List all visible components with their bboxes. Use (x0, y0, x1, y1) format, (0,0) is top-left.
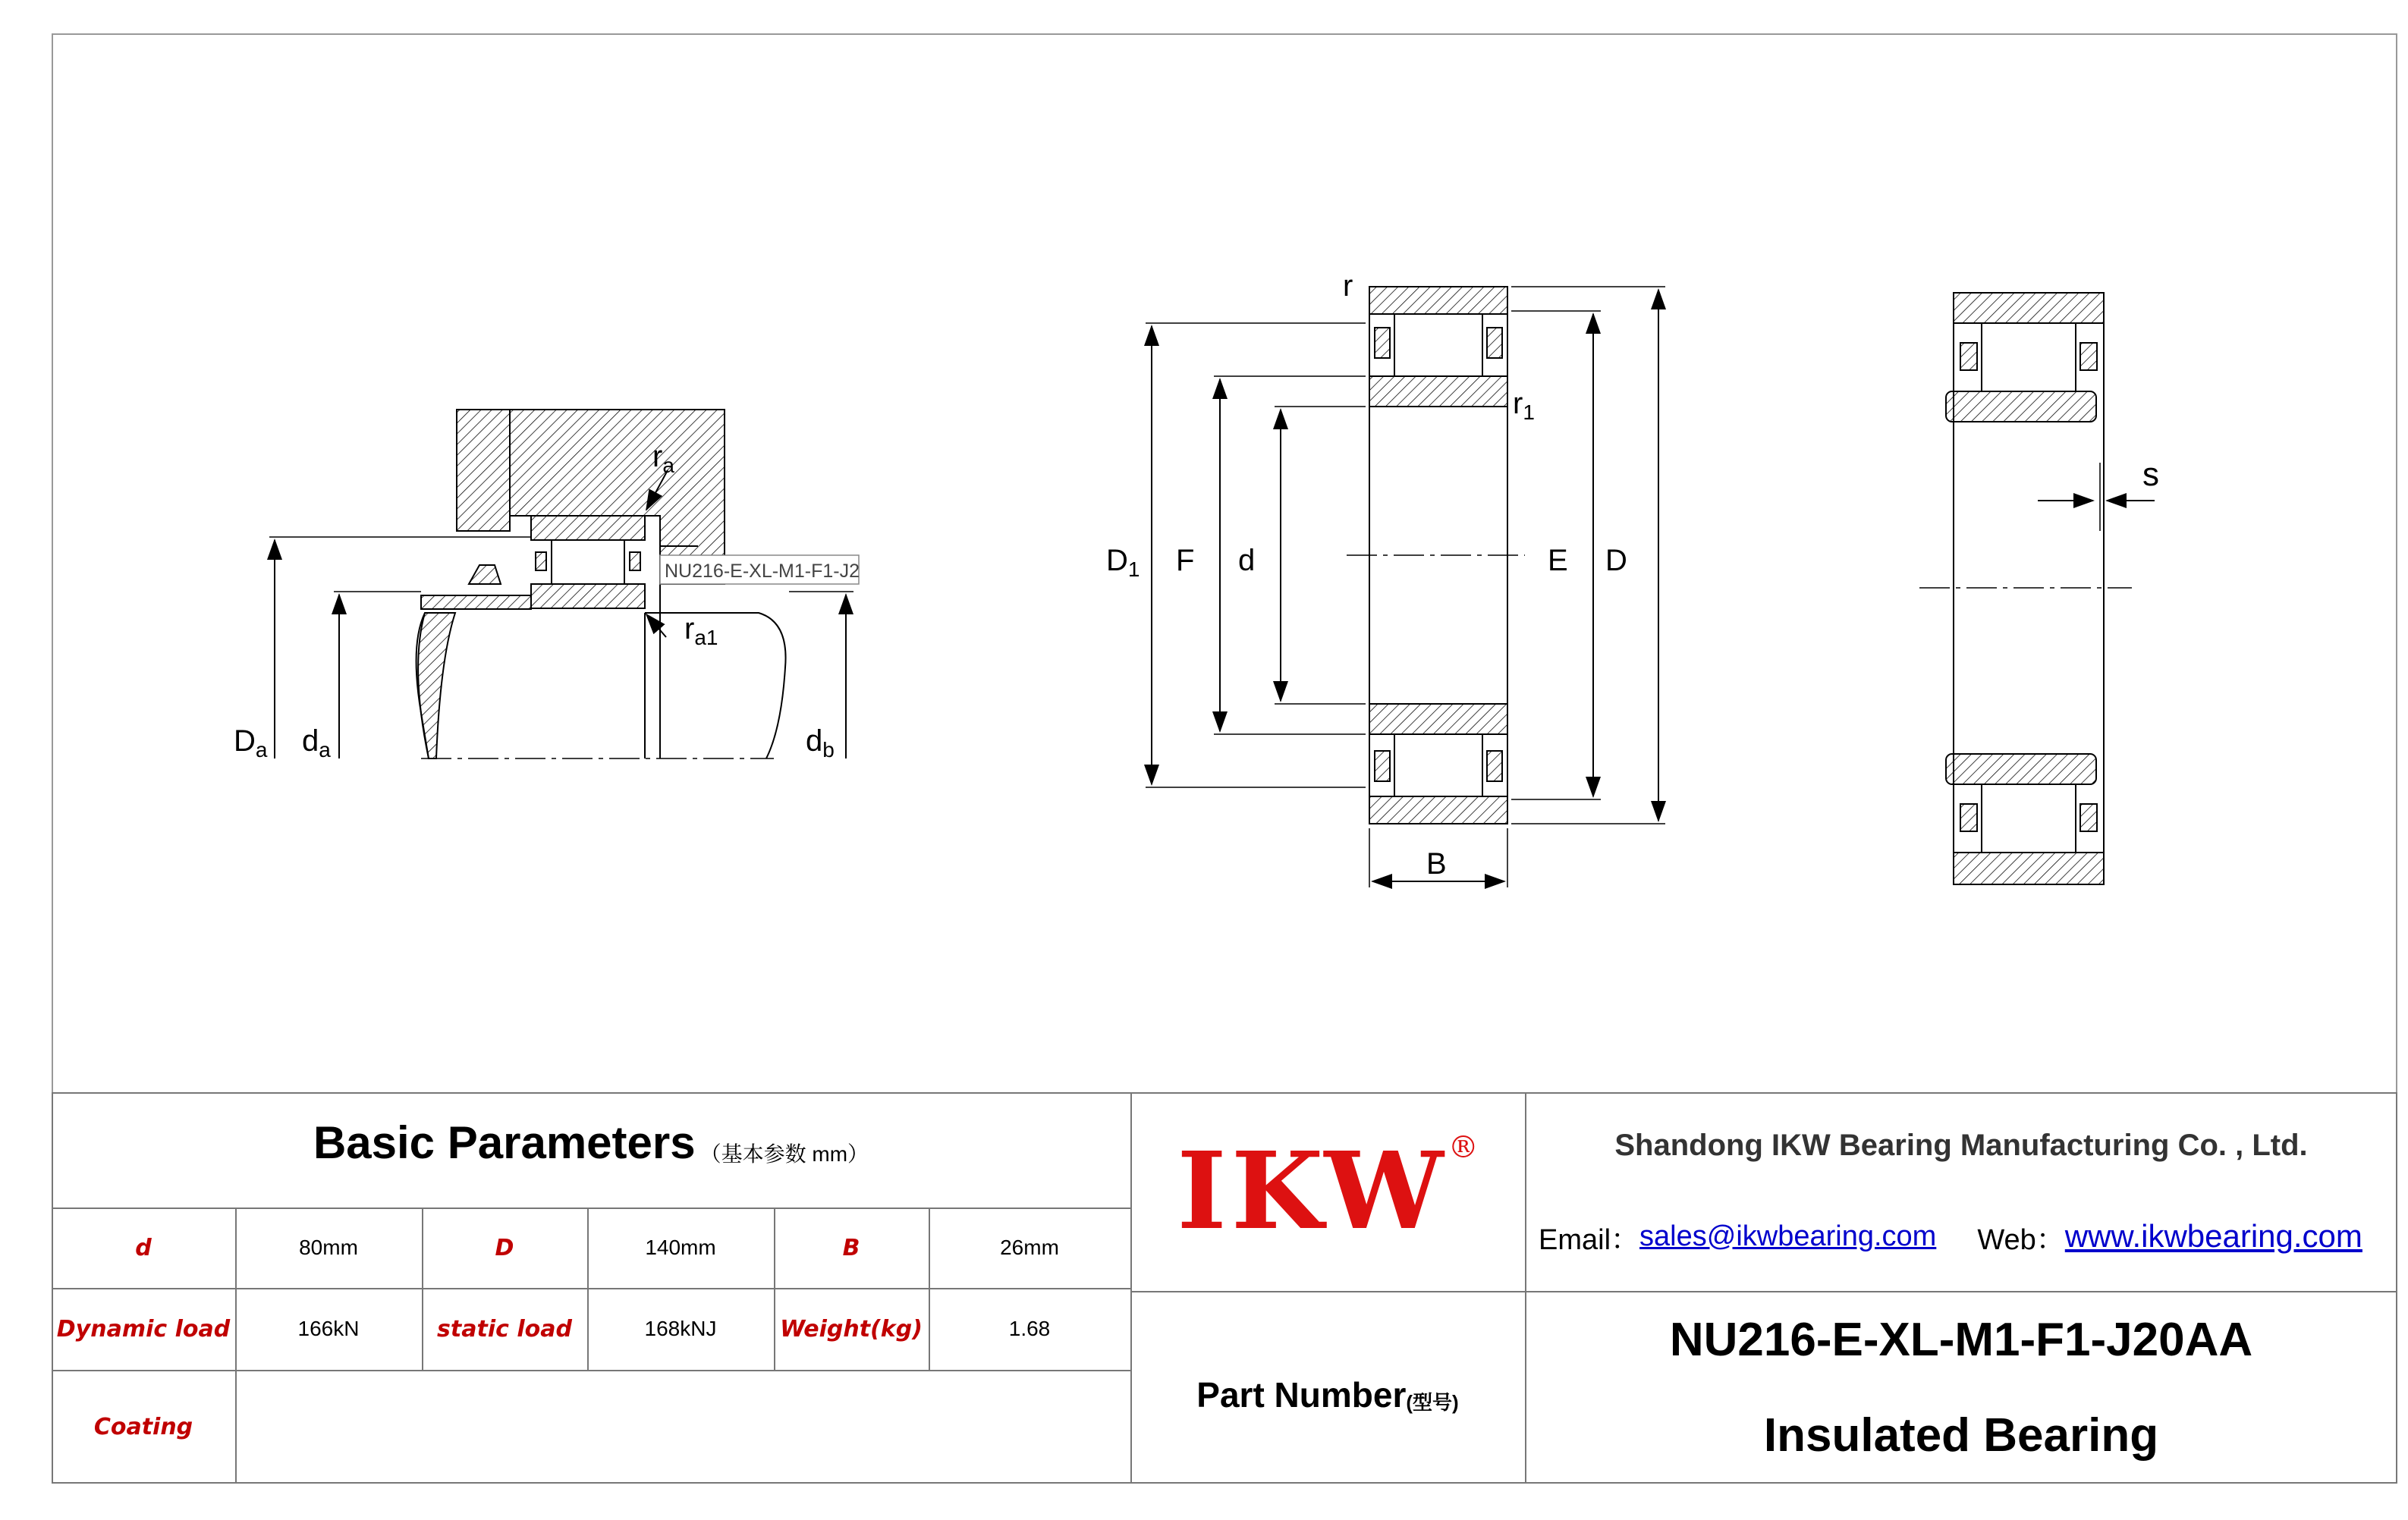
part-number-label (1130, 1291, 1525, 1484)
web-label: Web： (1977, 1223, 2065, 1256)
label-B: B (1426, 847, 1447, 881)
param-label-dynamic-load: Dynamic load (56, 1315, 231, 1343)
param-label-coating: Coating (93, 1413, 193, 1440)
params-title (52, 1092, 1130, 1208)
param-value-D: 140mm (645, 1236, 716, 1259)
label-D1: $D_1$ (1106, 544, 1140, 581)
part-number-text: NU216-E-XL-M1-F1-J20AA (1669, 1313, 2253, 1366)
param-value-coating (235, 1370, 1130, 1484)
part-number-value (1525, 1291, 2397, 1388)
label-da: $d_a$ (302, 724, 331, 762)
part-number-label-text: Part Number (1196, 1375, 1407, 1415)
web-link[interactable]: www.ikwbearing.com (2064, 1218, 2362, 1254)
param-value-dynamic-load: 166kN (297, 1317, 360, 1340)
params-title-text: Basic Parameters (313, 1116, 696, 1168)
label-s: s (2142, 456, 2159, 493)
label-F: F (1176, 544, 1195, 577)
section-labels (1106, 269, 1627, 881)
param-value-static-load: 168kNJ (644, 1317, 717, 1340)
contact-line (1539, 1206, 2396, 1267)
label-ra: $r_a$ (652, 440, 674, 477)
param-value-B: 26mm (1000, 1236, 1059, 1259)
param-label-B: B (842, 1234, 860, 1261)
label-E: E (1548, 544, 1568, 577)
label-Da: $D_a$ (234, 724, 268, 762)
ikw-logo (1130, 1092, 1525, 1291)
label-r: r (1343, 269, 1353, 303)
param-value-d: 80mm (299, 1236, 358, 1259)
param-label-weight: Weight(kg) (780, 1315, 923, 1343)
label-db: $d_b$ (806, 724, 835, 762)
label-r1: $r_1$ (1513, 387, 1535, 424)
part-number-label-note: (型号) (1406, 1390, 1459, 1414)
title-block (52, 1092, 2397, 1484)
product-type (1525, 1388, 2397, 1482)
param-label-D: D (495, 1234, 514, 1261)
logo-text: IKW (1177, 1129, 1448, 1254)
params-title-note: （基本参数 mm） (699, 1142, 869, 1166)
bearing-section-view (1146, 287, 1665, 887)
label-ra1: $r_{a1}$ (684, 612, 718, 649)
insulated-bearing-view (1919, 293, 2155, 884)
email-label: Email： (1539, 1223, 1640, 1256)
param-label-d: d (135, 1234, 152, 1261)
company-name (1525, 1107, 2397, 1183)
param-label-static-load: static load (437, 1315, 572, 1343)
svg-text:NU216-E-XL-M1-F1-J2: NU216-E-XL-M1-F1-J2 (665, 561, 860, 582)
param-value-weight: 1.68 (1008, 1317, 1051, 1340)
company-name-text: Shandong IKW Bearing Manufacturing Co. , Ltd. (1614, 1128, 2308, 1162)
product-type-text: Insulated Bearing (1763, 1409, 2159, 1462)
label-d: d (1238, 544, 1256, 577)
email-link[interactable]: sales@ikwbearing.com (1639, 1220, 1937, 1252)
label-D: D (1605, 544, 1627, 577)
part-tag (660, 555, 860, 584)
insulated-labels (2142, 456, 2159, 493)
registered-mark: ® (1448, 1130, 1479, 1165)
